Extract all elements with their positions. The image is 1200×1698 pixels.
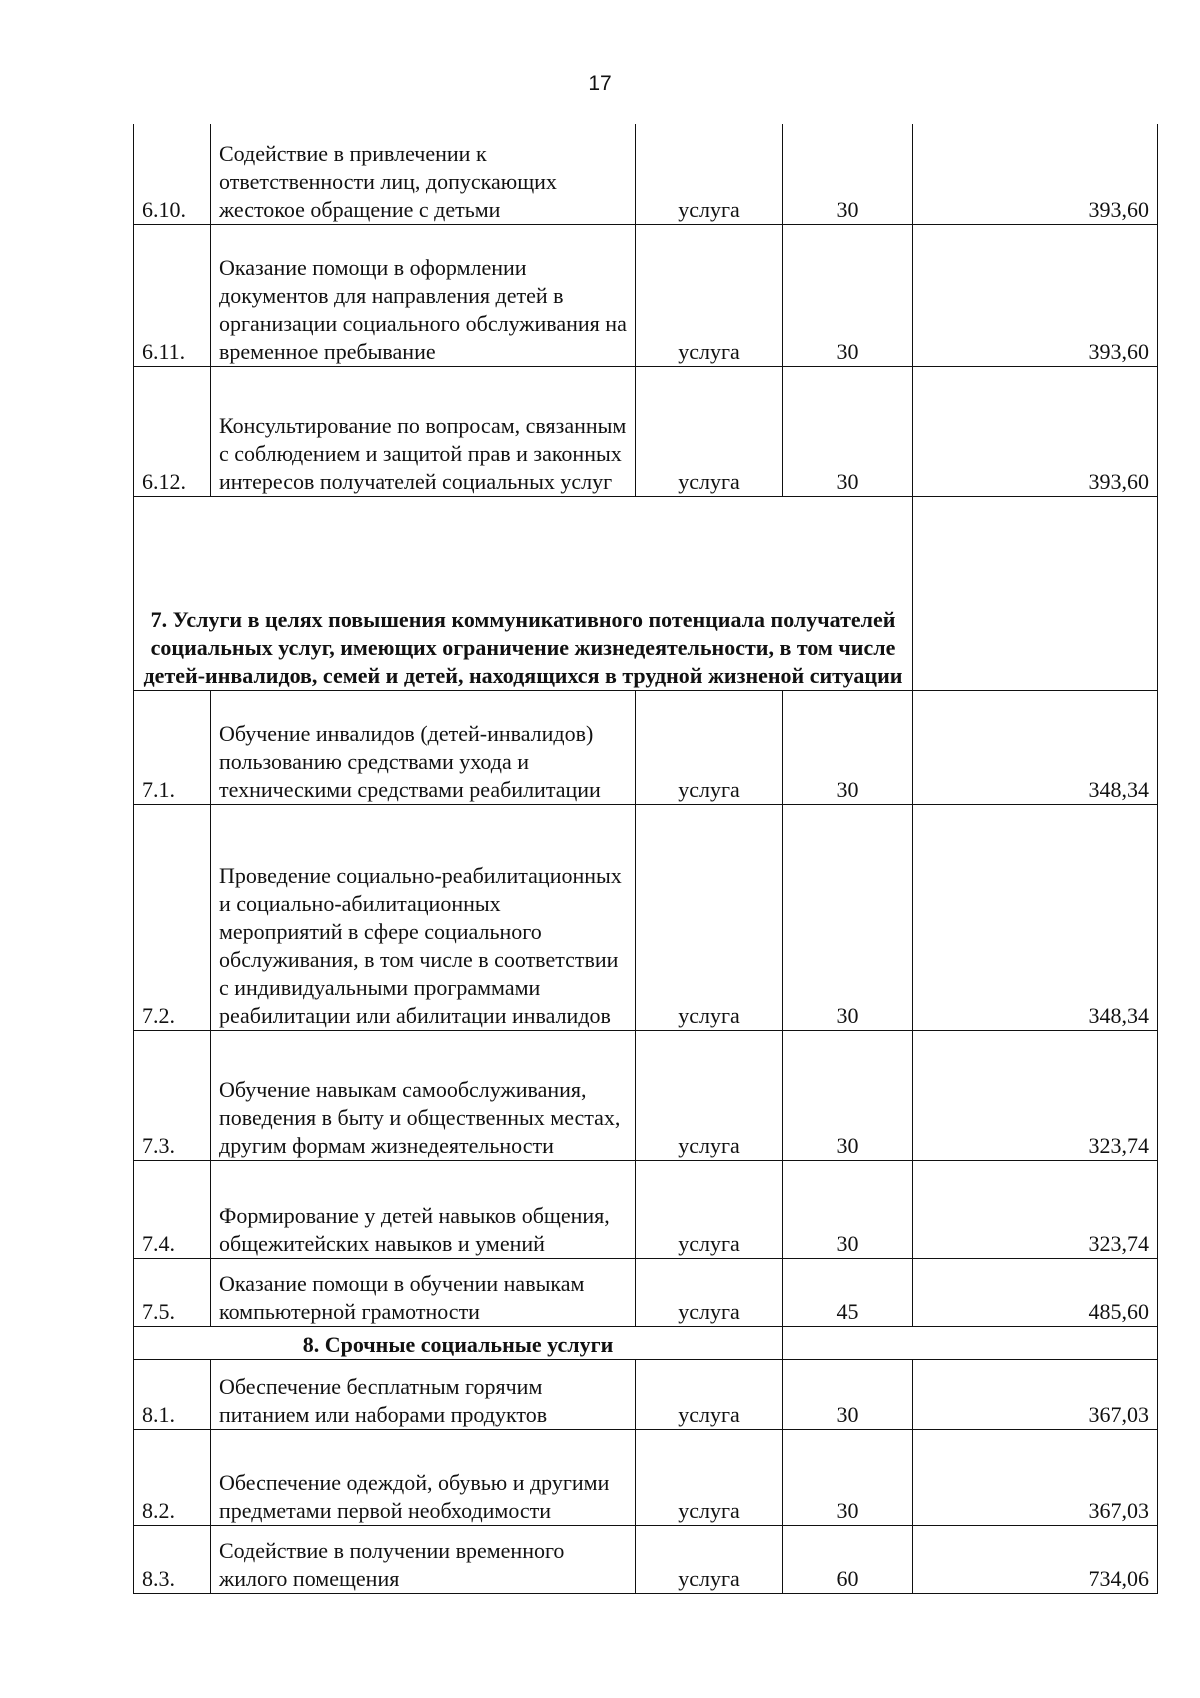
table-row	[134, 124, 1158, 224]
table-row	[134, 1359, 1158, 1429]
service-name: Проведение социально-реабилитационных и социально-абилитационных мероприятий в сфере социального обслуживания, в том числе в соответствии с индивидуальными программами реабилитации или абилитации инвалидов	[211, 804, 636, 1030]
time-cell: 30	[783, 366, 913, 496]
unit-cell: услуга	[636, 1160, 783, 1258]
row-number: 7.4.	[134, 1160, 211, 1258]
unit-cell: услуга	[636, 1359, 783, 1429]
time-cell: 30	[783, 1359, 913, 1429]
time-cell: 60	[783, 1525, 913, 1593]
time-cell: 30	[783, 804, 913, 1030]
service-name: Обучение инвалидов (детей-инвалидов) пользованию средствами ухода и техническими средствами реабилитации	[211, 690, 636, 804]
table-row	[134, 1030, 1158, 1160]
service-name: Обеспечение одеждой, обувью и другими предметами первой необходимости	[211, 1429, 636, 1525]
row-number: 7.1.	[134, 690, 211, 804]
section-7-title: 7. Услуги в целях повышения коммуникативного потенциала получателей социальных услуг, имеющих ограничение жизнедеятельности, в том числе детей-инвалидов, семей и детей, находящихся в трудной жизненой ситуации	[134, 496, 913, 690]
table-row	[134, 224, 1158, 366]
service-name: Оказание помощи в обучении навыкам компьютерной грамотности	[211, 1258, 636, 1326]
row-number: 8.3.	[134, 1525, 211, 1593]
table-row	[134, 1160, 1158, 1258]
table-row	[134, 690, 1158, 804]
service-name: Оказание помощи в оформлении документов для направления детей в организации социального обслуживания на временное пребывание	[211, 224, 636, 366]
price-cell: 323,74	[913, 1160, 1158, 1258]
price-cell: 393,60	[913, 224, 1158, 366]
section-header-row	[134, 496, 1158, 690]
row-number: 6.12.	[134, 366, 211, 496]
row-number: 7.5.	[134, 1258, 211, 1326]
price-cell: 348,34	[913, 690, 1158, 804]
table-row	[134, 1429, 1158, 1525]
unit-cell: услуга	[636, 366, 783, 496]
unit-cell: услуга	[636, 1030, 783, 1160]
time-cell: 30	[783, 690, 913, 804]
time-cell: 30	[783, 224, 913, 366]
section-header-row	[134, 1326, 1158, 1359]
section-8-title: 8. Срочные социальные услуги	[134, 1326, 783, 1359]
row-number: 6.10.	[134, 124, 211, 224]
row-number: 8.2.	[134, 1429, 211, 1525]
row-number: 6.11.	[134, 224, 211, 366]
unit-cell: услуга	[636, 224, 783, 366]
services-table	[133, 124, 1158, 1594]
row-number: 8.1.	[134, 1359, 211, 1429]
row-number: 7.3.	[134, 1030, 211, 1160]
price-cell: 323,74	[913, 1030, 1158, 1160]
time-cell: 30	[783, 1160, 913, 1258]
unit-cell: услуга	[636, 690, 783, 804]
page-number: 17	[588, 72, 612, 95]
table-row	[134, 366, 1158, 496]
service-name: Содействие в привлечении к ответственности лиц, допускающих жестокое обращение с детьми	[211, 124, 636, 224]
price-cell: 393,60	[913, 366, 1158, 496]
service-name: Консультирование по вопросам, связанным с соблюдением и защитой прав и законных интересов получателей социальных услуг	[211, 366, 636, 496]
empty-cell	[783, 1326, 1158, 1359]
time-cell: 30	[783, 124, 913, 224]
unit-cell: услуга	[636, 1258, 783, 1326]
price-cell: 485,60	[913, 1258, 1158, 1326]
price-cell: 367,03	[913, 1359, 1158, 1429]
time-cell: 45	[783, 1258, 913, 1326]
empty-cell	[913, 496, 1158, 690]
service-name: Содействие в получении временного жилого помещения	[211, 1525, 636, 1593]
service-name: Обучение навыкам самообслуживания, поведения в быту и общественных местах, другим формам жизнедеятельности	[211, 1030, 636, 1160]
service-name: Обеспечение бесплатным горячим питанием или наборами продуктов	[211, 1359, 636, 1429]
price-cell: 367,03	[913, 1429, 1158, 1525]
table-row	[134, 1525, 1158, 1593]
unit-cell: услуга	[636, 1429, 783, 1525]
time-cell: 30	[783, 1030, 913, 1160]
table-row	[134, 1258, 1158, 1326]
price-cell: 734,06	[913, 1525, 1158, 1593]
price-cell: 393,60	[913, 124, 1158, 224]
service-name: Формирование у детей навыков общения, общежитейских навыков и умений	[211, 1160, 636, 1258]
unit-cell: услуга	[636, 124, 783, 224]
table-row	[134, 804, 1158, 1030]
time-cell: 30	[783, 1429, 913, 1525]
unit-cell: услуга	[636, 1525, 783, 1593]
row-number: 7.2.	[134, 804, 211, 1030]
price-cell: 348,34	[913, 804, 1158, 1030]
unit-cell: услуга	[636, 804, 783, 1030]
